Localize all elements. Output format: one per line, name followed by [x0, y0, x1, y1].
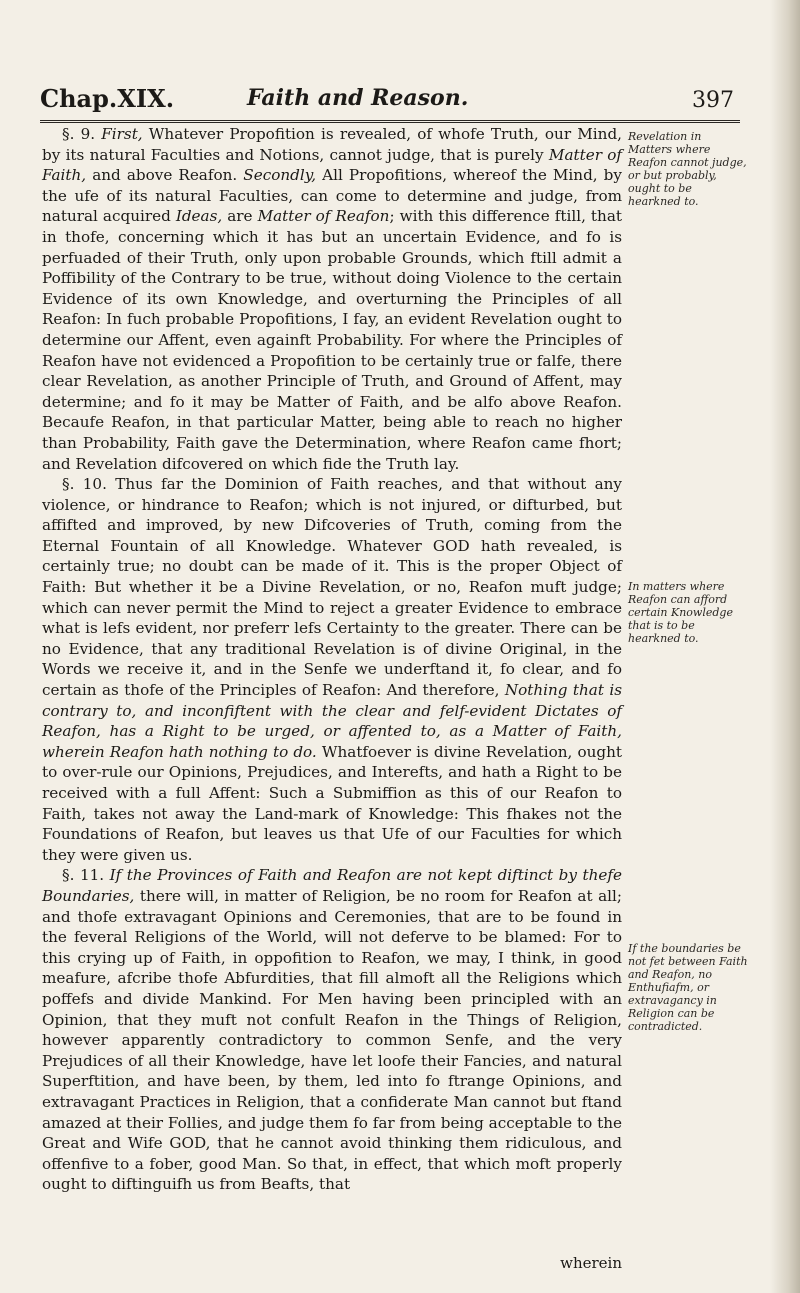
paragraph-11: §. 11. If the Provinces of Faith and Reafon are not kept diftinct by thefe Boundaries, there will, in matter of Religion, be no room for Reafon at all; and thofe extravagant Opinions and Ceremonies, that are to be found in the feveral Religions of the World, will not deferve to be blamed: For to this crying up of Faith, in oppofition to Reafon, we may, I think, in good meafure, afcribe thofe Abfurdities, that fill almoft all the Religions which poffefs and divide Mankind. For Men having been principled with an Opinion, that they muft not confult Reafon in the Things of Religion, however apparently contradictory to common Senfe, and the very Prejudices of all their Knowledge, have let loofe their Fancies, and natural Superftition, and have been, by them, led into fo ftrange Opinions, and extravagant Practices in Religion, that a confiderate Man cannot but ftand amazed at their Follies, and judge them fo far from being acceptable to the Great and Wife GOD, that he cannot avoid thinking them ridiculous, and offenfive to a fober, good Man. So that, in effect, that which moft properly ought to diftinguifh us from Beafts, that [42, 866, 622, 1194]
paragraph-10: §. 10. Thus far the Dominion of Faith reaches, and that without any violence, or hindrance to Reafon; which is not injured, or difturbed, but affifted and improved, by new Difcoveries of Truth, coming from the Eternal Fountain of all Knowledge. Whatever GOD hath revealed, is certainly true; no doubt can be made of it. This is the proper Object of Faith: But whether it be a Divine Revelation, or no, Reafon muft judge; which can never permit the Mind to reject a greater Evidence to embrace what is lefs evident, nor preferr lefs Certainty to the greater. There can be no Evidence, that any traditional Revelation is of divine Original, in the Words we receive it, and in the Senfe we underftand it, fo clear, and fo certain as thofe of the Principles of Reafon: And therefore, Nothing that is contrary to, and inconfiftent with the clear and felf-evident Dictates of Reafon, has a Right to be urged, or affented to, as a Matter of Faith, wherein Reafon hath nothing to do. Whatfoever is divine Revelation, ought to over-rule our Opinions, Prejudices, and Interefts, and hath a Right to be received with a full Affent: Such a Submiffion as this of our Reafon to Faith, takes not away the Land-mark of Knowledge: This fhakes not the Foundations of Reafon, but leaves us that Ufe of our Faculties for which they were given us. [42, 475, 622, 864]
margin-note-2: In matters where Reafon can afford certain Knowledge that is to be hearkned to. [628, 580, 733, 645]
margin-note-3: If the boundaries be not fet between Faith and Reafon, no Enthufiafm, or extravagancy in Religion can be contradicted. [628, 942, 748, 1033]
page-number: 397 [692, 88, 734, 113]
running-title: Faith and Reason. [247, 85, 469, 111]
paragraph-9: §. 9. First, Whatever Propofition is revealed, of whofe Truth, our Mind, by its natural Faculties and Notions, cannot judge, that is purely Matter of Faith, and above Reafon. Secondly, All Propofitions, whereof the Mind, by the ufe of its natural Faculties, can come to determine and judge, from natural acquired Ideas, are Matter of Reafon; with this difference ftill, that in thofe, concerning which it has but an uncertain Evidence, and fo is perfuaded of their Truth, only upon probable Grounds, which ftill admit a Poffibility of the Contrary to be true, without doing Violence to the certain Evidence of its own Knowledge, and overturning the Principles of all Reafon: In fuch probable Propofitions, I fay, an evident Revelation ought to determine our Affent, even againft Probability. For where the Principles of Reafon have not evidenced a Propofition to be certainly true or falfe, there clear Revelation, as another Principle of Truth, and Ground of Affent, may determine; and fo it may be Matter of Faith, and be alfo above Reafon. Becaufe Reafon, in that particular Matter, being able to reach no higher than Probability, Faith gave the Determination, where Reafon came fhort; and Revelation difcovered on which fide the Truth lay. [42, 125, 622, 473]
body-text [42, 124, 622, 1195]
running-header [40, 84, 740, 123]
catchword: wherein [560, 1254, 622, 1272]
margin-note-1: Revelation in Matters where Reafon cannot judge, or but probably, ought to be hearkned to. [628, 130, 747, 208]
page-binding-shadow [770, 0, 800, 1293]
chapter-heading: Chap.XIX. [40, 84, 175, 113]
